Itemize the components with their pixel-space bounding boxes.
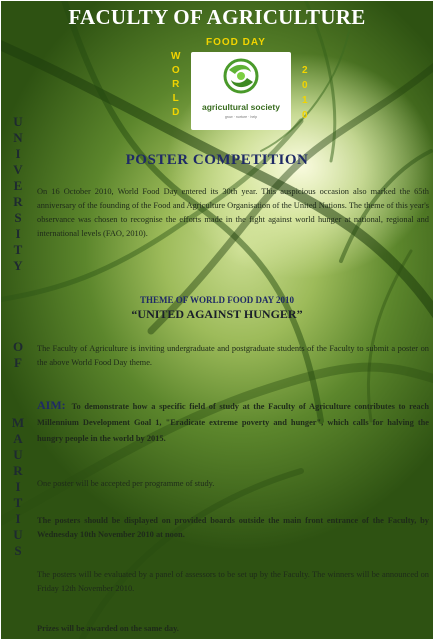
world-letter: D — [172, 107, 180, 118]
world-letter: W — [171, 51, 181, 62]
year-digit: 1 — [302, 95, 308, 106]
side-letter: T — [13, 242, 23, 257]
world-letter: O — [171, 65, 180, 76]
side-letter: R — [13, 194, 23, 209]
logo-name: agricultural society — [202, 102, 280, 112]
side-letter: E — [13, 178, 23, 193]
side-letter: T — [13, 495, 23, 510]
side-letter: F — [14, 355, 22, 370]
aim-text: To demonstrate how a specific field of study at the Faculty of Agriculture contributes to reach Millennium Development Goal 1, "Eradicate extreme poverty and hunger", which calls for halving the hungry people in the world by 2015. — [37, 402, 429, 443]
one-poster-note: One poster will be accepted per programme of study. — [37, 479, 215, 488]
side-letter: Y — [13, 258, 23, 273]
year-vertical — [302, 65, 308, 122]
side-text-of — [11, 339, 25, 371]
side-letter: A — [13, 431, 23, 446]
side-text-university — [11, 114, 25, 274]
display-info: The posters should be displayed on provided boards outside the main front entrance of the Faculty, by Wednesday 10th November 2010 at noon. — [37, 516, 429, 539]
side-text-mauritius — [11, 415, 25, 559]
side-letter: I — [15, 146, 21, 161]
side-letter: S — [14, 210, 22, 225]
logo-tagline: grow · nurture · help — [224, 115, 258, 119]
world-letter: R — [172, 79, 180, 90]
poster — [1, 1, 433, 639]
side-letter: R — [13, 463, 23, 478]
year-digit: 0 — [302, 110, 308, 121]
theme-heading: THEME OF WORLD FOOD DAY 2010 — [139, 295, 295, 305]
evaluation-info: The posters will be evaluated by a panel of assessors to be set up by the Faculty. The winners will be announced on Friday 12th November 2010. — [37, 570, 429, 593]
side-letter: O — [12, 339, 24, 354]
world-letter: L — [172, 93, 179, 104]
side-letter: I — [15, 479, 21, 494]
swirl-logo-icon — [223, 58, 259, 98]
side-letter: N — [13, 130, 23, 145]
year-digit: 2 — [302, 65, 308, 76]
year-digit: 0 — [302, 80, 308, 91]
food-day-label: FOOD DAY — [206, 37, 266, 48]
world-vertical — [171, 51, 180, 119]
side-letter: S — [14, 543, 22, 558]
aim-block — [37, 397, 429, 447]
invitation-paragraph: The Faculty of Agriculture is inviting undergraduate and postgraduate students of the Faculty to submit a poster on the above World Food Day theme. — [37, 344, 429, 367]
intro-paragraph: On 16 October 2010, World Food Day entered its 30th year. This auspicious occasion also marked the 65th anniversary of the founding of the Food and Agriculture Organisation of the United Nations. The theme of this year's observance was chosen to recognise the efforts made in the fight against world hunger at national, regional and international levels (FAO, 2010). — [37, 187, 429, 238]
side-letter: M — [11, 415, 25, 430]
prizes-note: Prizes will be awarded on the same day. — [37, 624, 179, 633]
side-letter: U — [13, 527, 23, 542]
faculty-title: FACULTY OF AGRICULTURE — [68, 5, 366, 29]
side-letter: U — [13, 114, 23, 129]
agricultural-society-logo — [191, 52, 291, 130]
side-letter: V — [13, 162, 23, 177]
side-letter: U — [13, 447, 23, 462]
competition-title: POSTER COMPETITION — [125, 152, 309, 168]
side-letter: I — [15, 511, 21, 526]
aim-label: AIM: — [37, 398, 66, 412]
side-letter: I — [15, 226, 21, 241]
theme-quote: “UNITED AGAINST HUNGER” — [131, 307, 303, 321]
